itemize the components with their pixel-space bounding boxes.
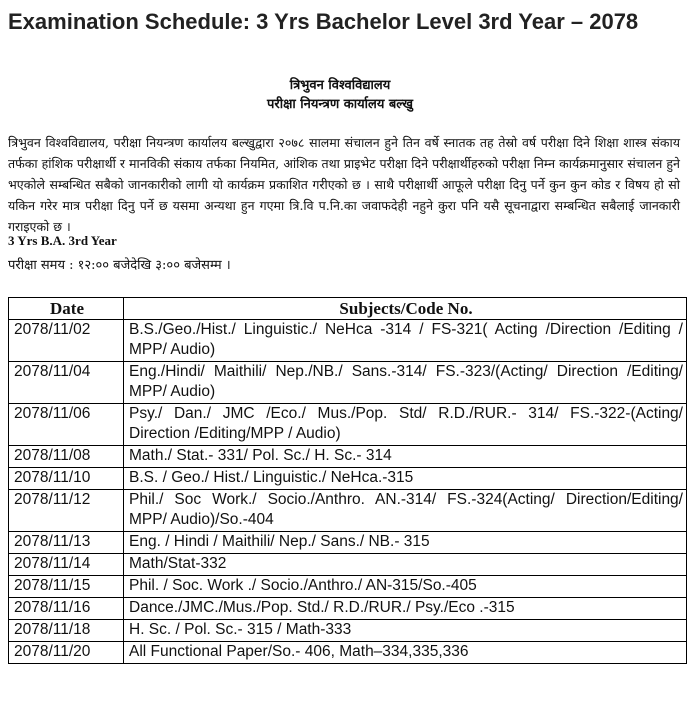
page-title: Examination Schedule: 3 Yrs Bachelor Level 3rd Year – 2078 (8, 9, 639, 34)
table-row (9, 362, 687, 404)
exam-subjects: Phil./ Soc Work./ Socio./Anthro. AN.-314/ FS.-324(Acting/ Direction/Editing/ MPP/ Audio)/So.-404 (124, 490, 687, 532)
exam-subjects: B.S./Geo./Hist./ Linguistic./ NeHca -314 / FS-321( Acting /Direction /Editing / MPP/ Audio) (124, 320, 687, 362)
table-row (9, 446, 687, 468)
table-header-row (9, 298, 687, 320)
table-row (9, 404, 687, 446)
exam-subjects: Psy./ Dan./ JMC /Eco./ Mus./Pop. Std/ R.D./RUR.- 314/ FS.-322-(Acting/ Direction /Editing/MPP / Audio) (124, 404, 687, 446)
table-row (9, 576, 687, 598)
exam-date: 2078/11/13 (9, 532, 124, 554)
table-row (9, 320, 687, 362)
letterhead (0, 76, 680, 114)
exam-date: 2078/11/16 (9, 598, 124, 620)
exam-date: 2078/11/15 (9, 576, 124, 598)
exam-subjects: Eng. / Hindi / Maithili/ Nep./ Sans./ NB.- 315 (124, 532, 687, 554)
subjects-header: Subjects/Code No. (124, 298, 687, 320)
notice-paragraph: त्रिभुवन विश्वविद्यालय, परीक्षा नियन्त्रण कार्यालय बल्खुद्वारा २०७८ सालमा संचालन हुने तिन वर्षे स्नातक तह तेस्रो वर्ष परीक्षा दिने शिक्षा शास्त्र संकाय तर्फका हांशिक परीक्षार्थी र मानविकी संकाय तर्फका नियमित, आंशिक तथा प्राइभेट परीक्षा दिने परीक्षार्थीहरुको परीक्षा निम्न कार्यक्रमानुसार संचालन हुने भएकोले सम्बन्धित सबैको जानकारीको लागी यो कार्यक्रम प्रकाशित गरीएको छ । साथै परीक्षार्थी आफूले परीक्षा दिनु पर्ने कुन कुन कोड र विषय हो सो यकिन गरेर मात्र परीक्षा दिनु पर्ने छ यसमा अन्यथा हुन गएमा त्रि.वि प.नि.का जवाफदेही नहुने कुरा पनि यसै सूचनाद्वारा सम्बन्धित सबैलाई जानकारी गराइएको छ । (8, 135, 680, 234)
exam-date: 2078/11/10 (9, 468, 124, 490)
exam-date: 2078/11/04 (9, 362, 124, 404)
exam-subjects: H. Sc. / Pol. Sc.- 315 / Math-333 (124, 620, 687, 642)
table-row (9, 532, 687, 554)
exam-date: 2078/11/06 (9, 404, 124, 446)
table-row (9, 620, 687, 642)
date-header: Date (9, 298, 124, 320)
schedule-table (8, 297, 687, 664)
office-name: परीक्षा नियन्त्रण कार्यालय बल्खु (267, 97, 413, 112)
exam-subjects: Dance./JMC./Mus./Pop. Std./ R.D./RUR./ Psy./Eco .-315 (124, 598, 687, 620)
exam-subjects: Eng./Hindi/ Maithili/ Nep./NB./ Sans.-314/ FS.-323/(Acting/ Direction /Editing/ MPP/ Audio) (124, 362, 687, 404)
exam-time: परीक्षा समय : १२:०० बजेदेखि ३:०० बजेसम्म । (8, 258, 231, 273)
exam-date: 2078/11/02 (9, 320, 124, 362)
table-row (9, 490, 687, 532)
exam-date: 2078/11/20 (9, 642, 124, 664)
exam-date: 2078/11/12 (9, 490, 124, 532)
exam-subjects: Math/Stat-332 (124, 554, 687, 576)
university-name: त्रिभुवन विश्वविद्यालय (289, 78, 391, 93)
exam-date: 2078/11/14 (9, 554, 124, 576)
exam-subjects: B.S. / Geo./ Hist./ Linguistic./ NeHca.-315 (124, 468, 687, 490)
exam-subjects: Phil. / Soc. Work ./ Socio./Anthro./ AN-315/So.-405 (124, 576, 687, 598)
table-row (9, 642, 687, 664)
exam-date: 2078/11/18 (9, 620, 124, 642)
program-level: 3 Yrs B.A. 3rd Year (8, 233, 117, 248)
exam-date: 2078/11/08 (9, 446, 124, 468)
exam-subjects: All Functional Paper/So.- 406, Math–334,335,336 (124, 642, 687, 664)
table-row (9, 468, 687, 490)
table-row (9, 598, 687, 620)
exam-subjects: Math./ Stat.- 331/ Pol. Sc./ H. Sc.- 314 (124, 446, 687, 468)
table-row (9, 554, 687, 576)
